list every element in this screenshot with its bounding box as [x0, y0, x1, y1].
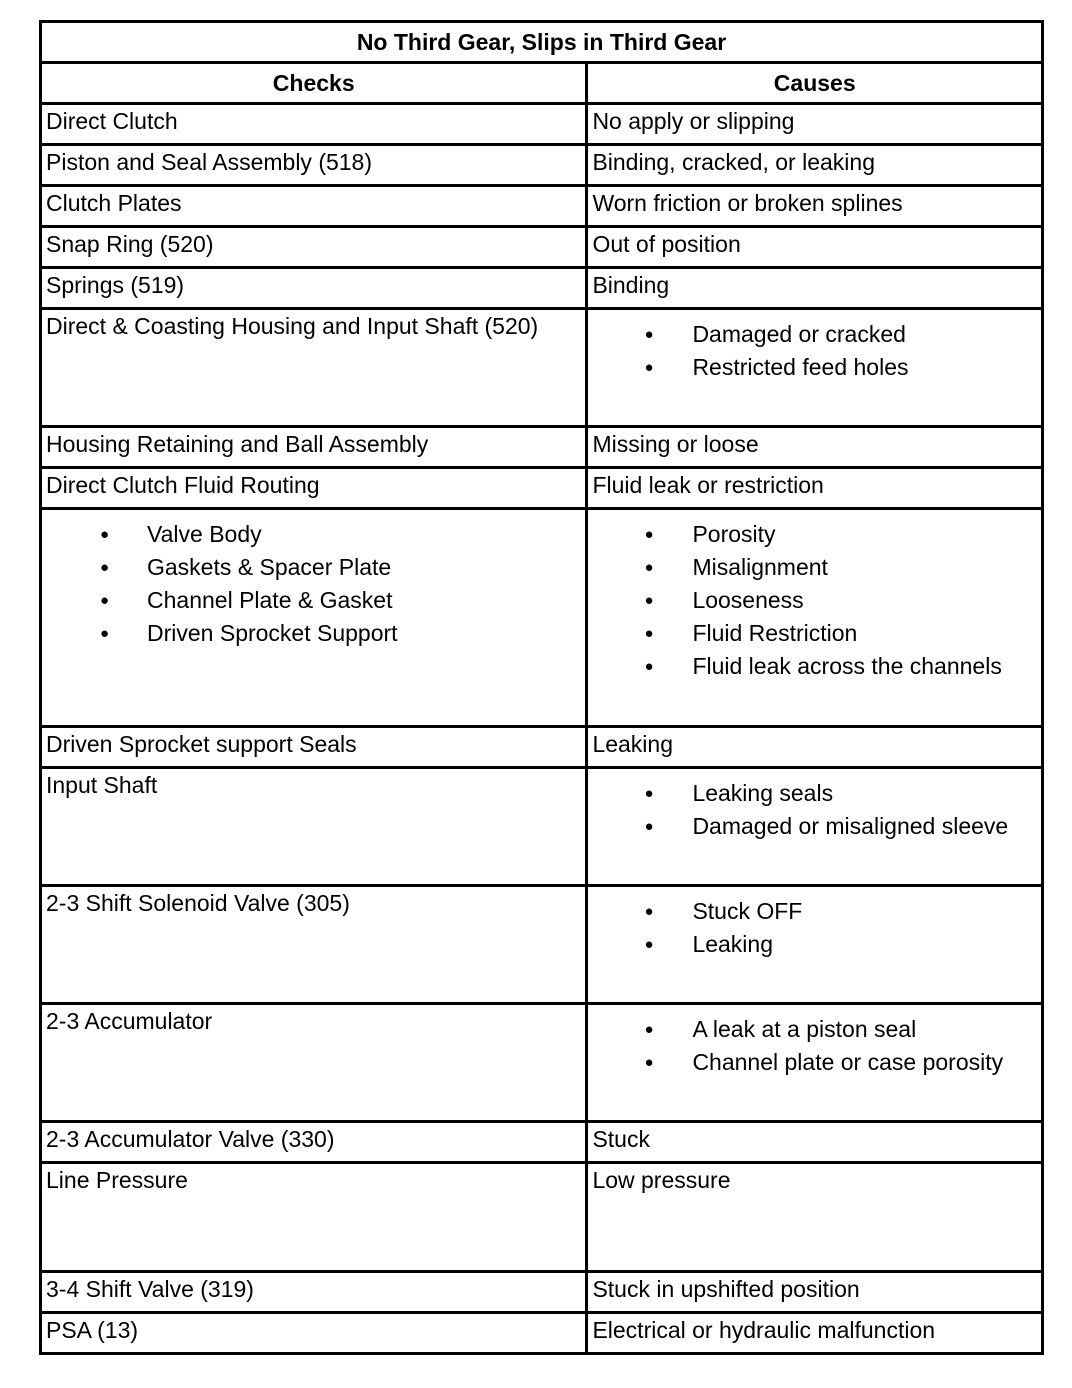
list-item: ● Valve Body: [46, 518, 581, 551]
check-cell: Piston and Seal Assembly (518): [41, 145, 587, 186]
cause-list: [592, 310, 1037, 384]
check-cell: Direct Clutch: [41, 104, 587, 145]
table-row: [41, 268, 1043, 309]
diagnosis-table: [39, 20, 1044, 1355]
check-cell: Direct & Coasting Housing and Input Shaft (520): [41, 309, 587, 427]
table-row: [41, 1313, 1043, 1354]
list-item: ● Leaking: [592, 928, 1037, 961]
list-item: ● Looseness: [592, 584, 1037, 617]
table-row: [41, 1272, 1043, 1313]
table-row: [41, 1122, 1043, 1163]
table-row: [41, 1163, 1043, 1272]
check-cell: [41, 509, 587, 727]
cause-cell: [587, 1004, 1043, 1122]
list-item: ● A leak at a piston seal: [592, 1013, 1037, 1046]
cause-cell: Fluid leak or restriction: [587, 468, 1043, 509]
check-cell: Driven Sprocket support Seals: [41, 727, 587, 768]
cause-cell: [587, 309, 1043, 427]
cause-cell: Out of position: [587, 227, 1043, 268]
cause-cell: Stuck: [587, 1122, 1043, 1163]
list-item: ● Damaged or misaligned sleeve: [592, 810, 1037, 843]
check-cell: Clutch Plates: [41, 186, 587, 227]
list-item: ● Stuck OFF: [592, 895, 1037, 928]
check-cell: 2-3 Accumulator Valve (330): [41, 1122, 587, 1163]
list-item: ● Channel plate or case porosity: [592, 1046, 1037, 1079]
check-cell: Springs (519): [41, 268, 587, 309]
cause-cell: Binding, cracked, or leaking: [587, 145, 1043, 186]
check-cell: 3-4 Shift Valve (319): [41, 1272, 587, 1313]
list-item: ● Damaged or cracked: [592, 318, 1037, 351]
list-item: ● Porosity: [592, 518, 1037, 551]
check-cell: Snap Ring (520): [41, 227, 587, 268]
check-list: [46, 510, 581, 650]
check-cell: Housing Retaining and Ball Assembly: [41, 427, 587, 468]
check-cell: 2-3 Shift Solenoid Valve (305): [41, 886, 587, 1004]
cause-cell: [587, 509, 1043, 727]
cause-cell: No apply or slipping: [587, 104, 1043, 145]
cause-list: [592, 769, 1037, 843]
list-item: ● Driven Sprocket Support: [46, 617, 581, 650]
cause-cell: [587, 886, 1043, 1004]
table-row: [41, 886, 1043, 1004]
cause-cell: Stuck in upshifted position: [587, 1272, 1043, 1313]
table-row: [41, 227, 1043, 268]
table-row: [41, 104, 1043, 145]
list-item: ● Fluid leak across the channels: [592, 650, 1037, 683]
list-item: ● Leaking seals: [592, 777, 1037, 810]
cause-list: [592, 510, 1037, 683]
table-row: [41, 727, 1043, 768]
table-row: [41, 1004, 1043, 1122]
cause-cell: Electrical or hydraulic malfunction: [587, 1313, 1043, 1354]
cause-cell: Missing or loose: [587, 427, 1043, 468]
check-cell: Input Shaft: [41, 768, 587, 886]
list-item: ● Gaskets & Spacer Plate: [46, 551, 581, 584]
check-cell: Direct Clutch Fluid Routing: [41, 468, 587, 509]
table-title: No Third Gear, Slips in Third Gear: [41, 22, 1043, 63]
check-cell: 2-3 Accumulator: [41, 1004, 587, 1122]
list-item: ● Restricted feed holes: [592, 351, 1037, 384]
cause-list: [592, 1005, 1037, 1079]
cause-cell: [587, 768, 1043, 886]
cause-cell: Low pressure: [587, 1163, 1043, 1272]
table-row: [41, 768, 1043, 886]
causes-header: Causes: [587, 63, 1043, 104]
table-row: [41, 427, 1043, 468]
check-cell: PSA (13): [41, 1313, 587, 1354]
table-row: [41, 186, 1043, 227]
checks-header: Checks: [41, 63, 587, 104]
cause-cell: Worn friction or broken splines: [587, 186, 1043, 227]
list-item: ● Channel Plate & Gasket: [46, 584, 581, 617]
table-row: [41, 145, 1043, 186]
table-row: [41, 509, 1043, 727]
cause-list: [592, 887, 1037, 961]
table-row: [41, 309, 1043, 427]
cause-cell: Binding: [587, 268, 1043, 309]
list-item: ● Fluid Restriction: [592, 617, 1037, 650]
check-cell: Line Pressure: [41, 1163, 587, 1272]
list-item: ● Misalignment: [592, 551, 1037, 584]
table-row: [41, 468, 1043, 509]
cause-cell: Leaking: [587, 727, 1043, 768]
